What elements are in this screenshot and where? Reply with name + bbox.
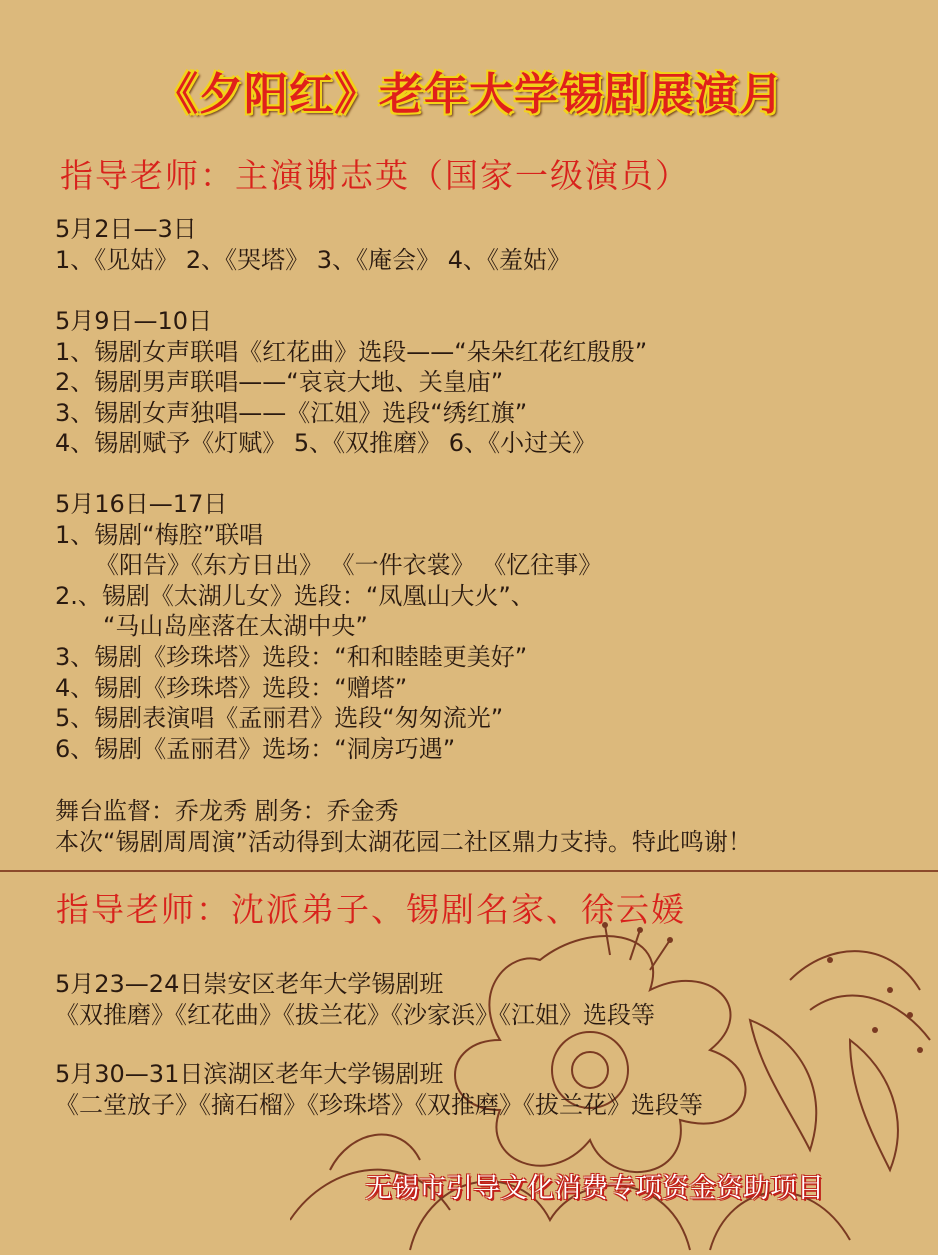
section-divider: [0, 870, 938, 872]
program-line: 5、锡剧表演唱《孟丽君》选段“匆匆流光”: [55, 704, 504, 733]
schedule-may-23-24: [55, 969, 655, 1030]
page-title: 《夕阳红》老年大学锡剧展演月: [154, 69, 784, 120]
program-line: 2、锡剧男声联唱——“哀哀大地、关皇庙”: [55, 368, 504, 397]
thanks-note: 本次“锡剧周周演”活动得到太湖花园二社区鼎力支持。特此鸣谢！: [55, 827, 752, 856]
sponsor-footer: 无锡市引导文化消费专项资金资助项目: [365, 1173, 824, 1204]
schedule-may-2-3: [55, 214, 571, 275]
program-line: 3、锡剧女声独唱——《江姐》选段“绣红旗”: [55, 398, 528, 427]
program-line: 1、锡剧“梅腔”联唱: [55, 520, 264, 549]
date-label: 5月23—24日崇安区老年大学锡剧班: [55, 970, 444, 998]
date-label: 5月9日—10日: [55, 307, 213, 335]
program-line: 2.、锡剧《太湖儿女》选段：“凤凰山大火”、: [55, 581, 535, 610]
program-line: 4、锡剧赋予《灯赋》 5、《双推磨》 6、《小过关》: [55, 429, 597, 458]
program-line: 《双推磨》《红花曲》《拔兰花》《沙家浜》《江姐》选段等: [55, 1000, 655, 1029]
program-subline: “马山岛座落在太湖中央”: [103, 612, 368, 641]
date-label: 5月16日—17日: [55, 490, 228, 518]
date-label: 5月30—31日滨湖区老年大学锡剧班: [55, 1060, 444, 1088]
date-label: 5月2日—3日: [55, 215, 197, 243]
teacher-heading-2: 指导老师：沈派弟子、锡剧名家、徐云媛: [56, 890, 686, 929]
program-subline: 《阳告》《东方日出》 《一件衣裳》 《忆往事》: [95, 551, 603, 580]
program-line: 3、锡剧《珍珠塔》选段：“和和睦睦更美好”: [55, 642, 528, 671]
program-line: 4、锡剧《珍珠塔》选段：“赠塔”: [55, 673, 408, 702]
schedule-may-9-10: [55, 306, 647, 459]
program-line: 1、《见姑》 2、《哭塔》 3、《庵会》 4、《羞姑》: [55, 245, 571, 274]
program-line: 6、锡剧《孟丽君》选场：“洞房巧遇”: [55, 734, 456, 763]
staff-credits: 舞台监督：乔龙秀 剧务：乔金秀: [55, 797, 399, 825]
schedule-may-16-17: [55, 489, 602, 764]
program-line: 1、锡剧女声联唱《红花曲》选段——“朵朵红花红殷殷”: [55, 337, 648, 366]
program-line: 《二堂放子》《摘石榴》《珍珠塔》《双推磨》《拔兰花》选段等: [55, 1090, 703, 1119]
schedule-may-30-31: [55, 1059, 703, 1120]
credits: [55, 796, 752, 857]
teacher-heading-1: 指导老师：主演谢志英（国家一级演员）: [60, 156, 690, 195]
